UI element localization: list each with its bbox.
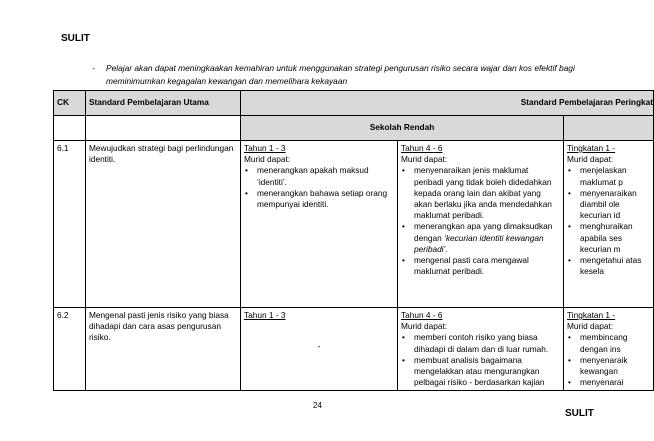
blank-cell: [86, 116, 241, 141]
sulit-footer: SULIT: [565, 408, 594, 419]
list-item: • menghuraikan apabila ses kecurian m: [567, 221, 650, 255]
sulit-header: SULIT: [61, 33, 90, 44]
list-item: • memberi contoh risiko yang biasa dihadapi di dalam dan di luar rumah.: [401, 332, 560, 354]
list-item: • menyenaraikan diambil ole kecurian id: [567, 188, 650, 222]
header-standard-peringkat: Standard Pembelajaran Peringkat: [241, 91, 654, 116]
header-ck: CK: [54, 91, 86, 116]
sekolah-rendah-header: Sekolah Rendah: [241, 116, 564, 141]
table-row: [54, 308, 654, 391]
tahun-1-3-title: Tahun 1 - 3: [244, 310, 286, 320]
sekolah-menengah-header: [564, 116, 654, 141]
ck-number: 6.2: [54, 308, 86, 391]
tingkatan-cell: [564, 308, 654, 391]
murid-dapat-label: Murid dapat:: [401, 154, 448, 165]
standard-utama-text: Mewujudkan strategi bagi perlindungan identiti.: [86, 141, 241, 308]
tingkatan-cell: [564, 141, 654, 308]
murid-dapat-label: Murid dapat:: [401, 321, 448, 332]
tahun-4-6-title: Tahun 4 - 6: [401, 143, 443, 153]
list-item-text: menerangkan apa yang dimaksudkan dengan: [414, 221, 553, 243]
intro-dash: -: [92, 63, 95, 73]
list-item: • membincang dengan ins: [567, 332, 650, 354]
list-item: • menyenaraikan jenis maklumat peribadi yang tidak boleh didedahkan kepada orang lain dan akibat yang akan berlaku jika anda mendedahkan maklumat peribadi.: [401, 165, 560, 221]
standard-utama-text: Mengenal pasti jenis risiko yang biasa dihadapi dan cara asas pengurusan risiko.: [86, 308, 241, 391]
tahun-1-3-title: Tahun 1 - 3: [244, 143, 286, 153]
list-item: • menerangkan bahawa setiap orang mempunyai identiti.: [244, 188, 394, 210]
list-item: • mengetahui atas kesela: [567, 255, 650, 277]
tingkatan-title: Tingkatan 1 -: [567, 143, 616, 153]
tingkatan-title: Tingkatan 1 -: [567, 310, 616, 320]
page-number: 24: [313, 401, 322, 410]
empty-dash: -: [317, 341, 321, 352]
list-item: • menyenarai: [567, 377, 650, 388]
header-standard-utama: Standard Pembelajaran Utama: [86, 91, 241, 116]
list-item: [401, 221, 560, 255]
murid-dapat-label: Murid dapat:: [244, 154, 291, 165]
curriculum-table: [53, 90, 654, 391]
list-item: • menjelaskan maklumat p: [567, 165, 650, 187]
tahun-1-3-cell: [241, 308, 398, 391]
table-row: [54, 141, 654, 308]
list-item-italic: ‘kecurian identiti kewangan peribadi’.: [414, 232, 544, 254]
intro-text: Pelajar akan dapat meningkaakan kemahiran untuk menggunakan strategi pengurusan risiko secara wajar dan kos efektif bagi meminimumkan kegagalan kewangan dan memelihara kekayaan: [106, 63, 575, 86]
ck-number: 6.1: [54, 141, 86, 308]
list-item: • menyenaraik kewangan: [567, 355, 650, 377]
list-item: • menerangkan apakah maksud ‘identiti’.: [244, 165, 394, 187]
tahun-4-6-cell: [398, 141, 564, 308]
list-item: • membuat analisis bagaimana mengelakkan atau mengurangkan pelbagai risiko - berdasarkan kajian: [401, 355, 560, 389]
list-item: • mengenal pasti cara mengawal maklumat peribadi.: [401, 255, 560, 277]
tahun-1-3-cell: [241, 141, 398, 308]
tahun-4-6-cell: [398, 308, 564, 391]
blank-cell: [54, 116, 86, 141]
murid-dapat-label: Murid dapat:: [567, 321, 614, 332]
murid-dapat-label: Murid dapat:: [567, 154, 614, 165]
tahun-4-6-title: Tahun 4 - 6: [401, 310, 443, 320]
